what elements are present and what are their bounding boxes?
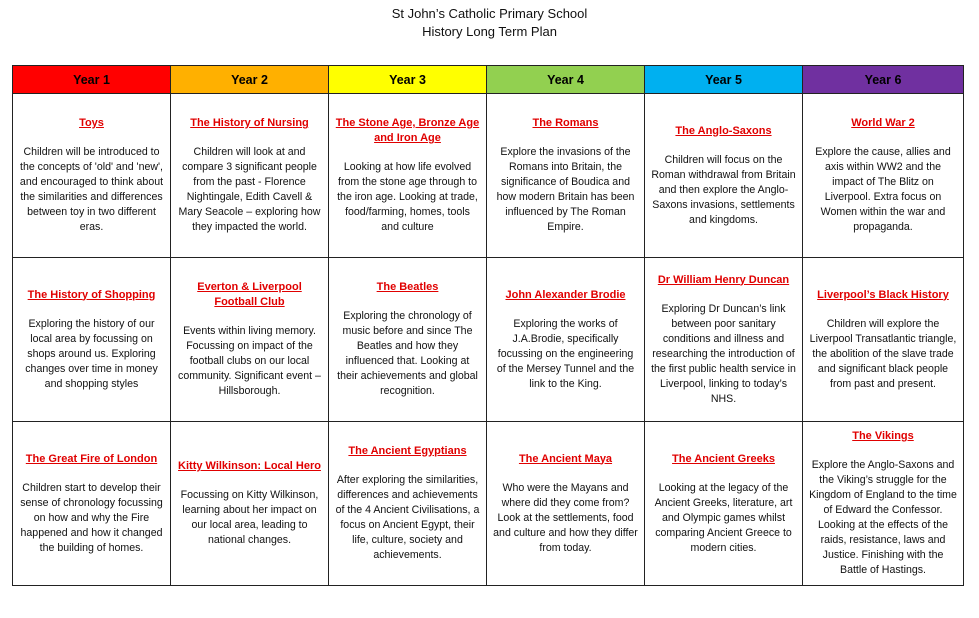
- topic-description: Children start to develop their sense of chronology focussing on how and why the Fire happened and how it changed the building of homes.: [20, 481, 163, 554]
- topic-cell: [803, 422, 964, 586]
- year-header: Year 3: [329, 66, 487, 94]
- table-row: [13, 94, 964, 258]
- topic-description: Who were the Mayans and where did they come from? Look at the settlements, food and culture and how they differ from today.: [493, 481, 638, 554]
- topic-title: Toys: [79, 117, 104, 129]
- topic-cell: [487, 422, 645, 586]
- year-header: Year 6: [803, 66, 964, 94]
- topic-cell: [13, 258, 171, 422]
- topic-cell: [487, 258, 645, 422]
- topic-title: The Stone Age, Bronze Age and Iron Age: [335, 117, 480, 144]
- topic-title: The History of Nursing: [190, 117, 309, 129]
- topic-title: Dr William Henry Duncan: [657, 273, 790, 286]
- topic-cell: [645, 94, 803, 258]
- topic-title: The Vikings: [852, 430, 914, 442]
- topic-cell: [645, 422, 803, 586]
- topic-description: Focussing on Kitty Wilkinson, learning about her impact on our local area, leading to national changes.: [180, 489, 319, 546]
- topic-description: Exploring the works of J.A.Brodie, specifically focussing on the engineering of the Mersey Tunnel and the link to the King.: [496, 317, 635, 390]
- topic-cell: [329, 422, 487, 586]
- topic-description: Children will explore the Liverpool Transatlantic triangle, the abolition of the slave trade and significant black people from past and present.: [809, 317, 957, 390]
- topic-description: Explore the cause, allies and axis within WW2 and the impact of The Blitz on Liverpool. Extra focus on Women within the war and propaganda.: [815, 146, 951, 233]
- year-header-row: [13, 66, 964, 94]
- topic-description: Explore the Anglo-Saxons and the Viking’s struggle for the Kingdom of England to the time of Edward the Confessor. Looking at the effects of the raids, resistance, laws and Justice. Finishing with the Battle of Hastings.: [809, 459, 957, 576]
- topic-title: The Ancient Greeks: [672, 452, 775, 465]
- topic-description: Children will be introduced to the concepts of 'old' and 'new', and encouraged to think about the similarities and differences between toy in two different eras.: [19, 146, 164, 233]
- topic-cell: [13, 94, 171, 258]
- document-header: [0, 0, 979, 55]
- topic-title: The Ancient Maya: [518, 452, 613, 465]
- year-header: Year 5: [645, 66, 803, 94]
- topic-cell: [803, 258, 964, 422]
- topic-cell: [171, 258, 329, 422]
- topic-cell: [803, 94, 964, 258]
- topic-cell: [329, 258, 487, 422]
- topic-title: The Romans: [532, 117, 599, 129]
- table-row: [13, 422, 964, 586]
- history-plan-table: [12, 65, 964, 586]
- topic-cell: [171, 94, 329, 258]
- topic-description: Children will look at and compare 3 significant people from the past - Florence Nightingale, Edith Cavell & Mary Seacole – exploring how they impacted the world.: [178, 146, 321, 233]
- topic-cell: [329, 94, 487, 258]
- topic-title: Kitty Wilkinson: Local Hero: [178, 460, 321, 472]
- topic-cell: [171, 422, 329, 586]
- topic-description: After exploring the similarities, differences and achievements of the 4 Ancient Civilisations, a focus on Ancient Egypt, their life, culture, society and achievements.: [335, 474, 480, 561]
- year-header: Year 2: [171, 66, 329, 94]
- topic-description: Exploring the chronology of music before and since The Beatles and how they influenced that. Looking at their achievements and global recognition.: [337, 310, 478, 397]
- topic-title: Liverpool’s Black History: [817, 288, 949, 301]
- topic-description: Looking at how life evolved from the stone age through to the iron age. Looking at trade, food/farming, homes, tools and culture: [337, 161, 478, 233]
- topic-title: The Great Fire of London: [25, 452, 158, 465]
- topic-description: Exploring the history of our local area by focussing on shops around us. Exploring changes over time in money and shopping styles: [25, 317, 158, 390]
- school-name: St John’s Catholic Primary School: [391, 6, 588, 21]
- topic-title: The History of Shopping: [27, 288, 156, 301]
- topic-description: Exploring Dr Duncan’s link between poor sanitary conditions and illness and researching the introduction of the first public health service in Liverpool, linking to today’s NHS.: [651, 302, 796, 405]
- topic-cell: [645, 258, 803, 422]
- topic-title: Everton & Liverpool Football Club: [197, 281, 302, 308]
- year-header: Year 4: [487, 66, 645, 94]
- year-header: Year 1: [13, 66, 171, 94]
- topic-title: World War 2: [851, 117, 915, 129]
- topic-cell: [487, 94, 645, 258]
- topic-title: The Anglo-Saxons: [675, 124, 772, 137]
- topic-cell: [13, 422, 171, 586]
- topic-description: Children will focus on the Roman withdrawal from Britain and then explore the Anglo-Saxons invasions, settlements and kingdoms.: [651, 153, 796, 226]
- topic-title: The Beatles: [376, 281, 439, 293]
- topic-description: Explore the invasions of the Romans into Britain, the significance of Boudica and how modern Britain has been influenced by The Roman Empire.: [496, 146, 635, 233]
- table-row: [13, 258, 964, 422]
- topic-title: John Alexander Brodie: [505, 288, 626, 301]
- topic-description: Looking at the legacy of the Ancient Greeks, literature, art and Olympic games whilst comparing Ancient Greece to modern cities.: [654, 481, 793, 554]
- topic-description: Events within living memory. Focussing on impact of the football clubs on our local community. Significant event – Hillsborough.: [178, 325, 321, 397]
- topic-title: The Ancient Egyptians: [348, 445, 467, 457]
- document-title: History Long Term Plan: [422, 24, 557, 39]
